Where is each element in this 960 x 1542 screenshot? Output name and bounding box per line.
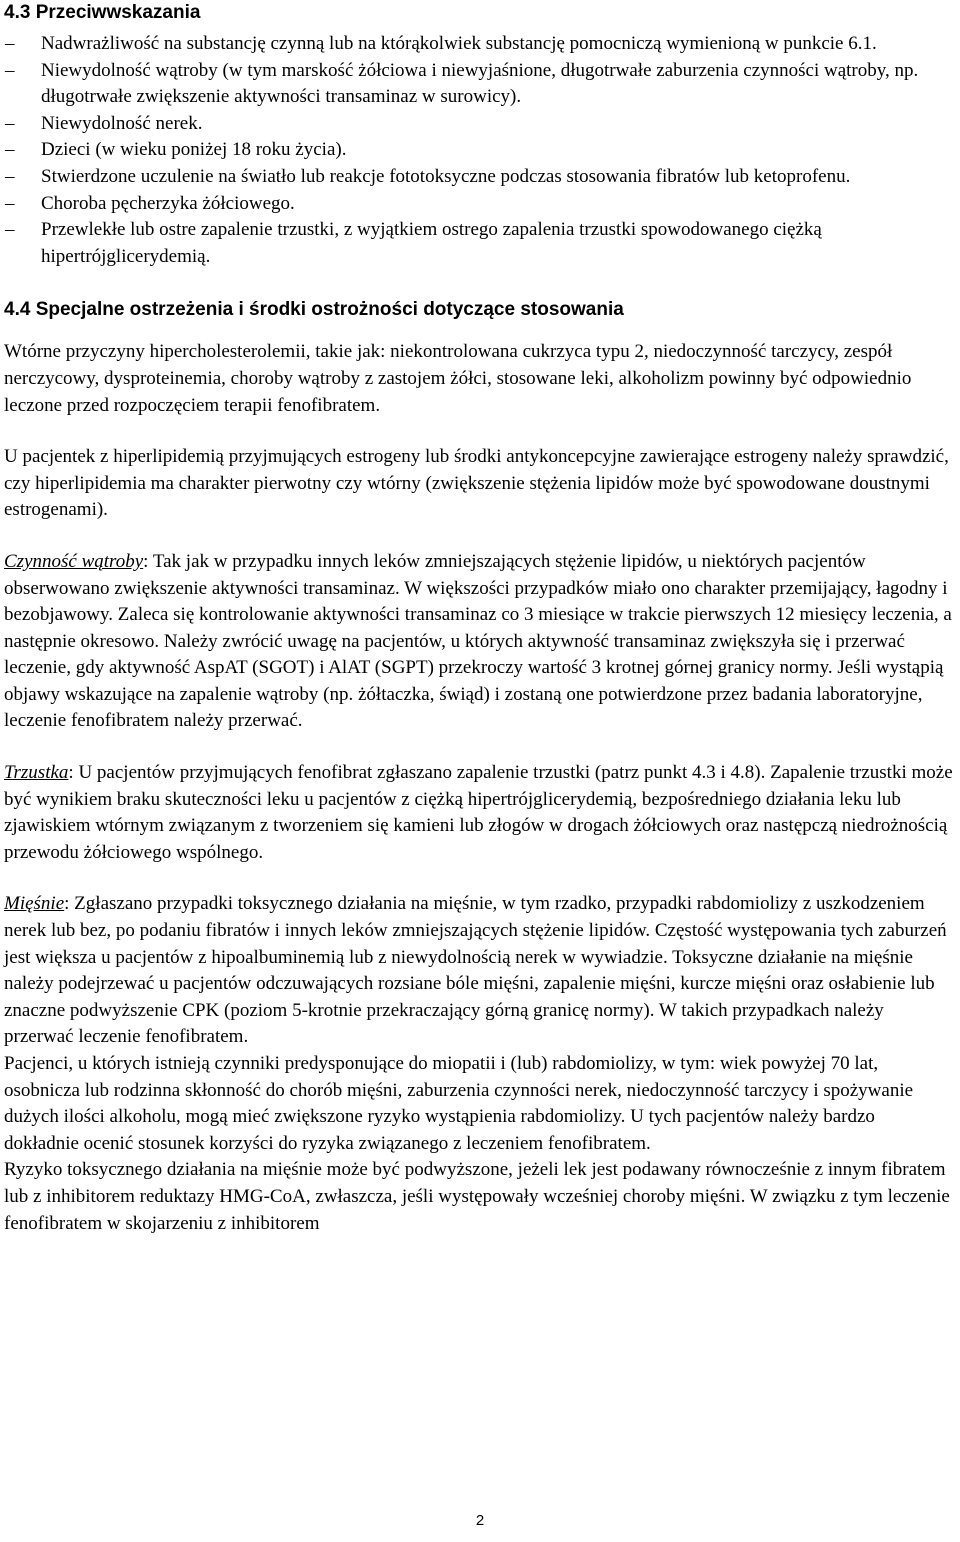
dash-bullet: – (5, 219, 15, 241)
list-item-text: Dzieci (w wieku poniżej 18 roku życia). (41, 139, 347, 161)
list-item (4, 217, 954, 270)
pancreas-label: Trzustka (4, 762, 69, 784)
liver-function-text: : Tak jak w przypadku innych leków zmniejszających stężenie lipidów, u niektórych pacjentów obserwowano zwiększenie aktywności transaminaz. W większości przypadków miało ono charakter przemijający, łagodny i bezobjawowy. Zaleca się kontrolowanie aktywności transaminaz co 3 miesiące w trakcie pierwszych 12 miesięcy leczenia, a następnie okresowo. Należy zwrócić uwagę na pacjentów, u których aktywność transaminaz zwiększyła się i przerwać leczenie, gdy aktywność AspAT (SGOT) i AlAT (SGPT) przekroczy wartość 3 krotnej górnej granicy normy. Jeśli wystąpią objawy wskazujące na zapalenie wątroby (np. żółtaczka, świąd) i zostaną one potwierdzone przez badania laboratoryjne, leczenie fenofibratem należy przerwać. (4, 550, 952, 732)
contraindications-list (4, 31, 954, 270)
warnings-body (4, 339, 954, 1237)
list-item-text: Choroba pęcherzyka żółciowego. (41, 192, 295, 214)
list-item-text: Stwierdzone uczulenie na światło lub reakcje fototoksyczne podczas stosowania fibratów lub ketoprofenu. (41, 165, 851, 187)
muscles-text: : Zgłaszano przypadki toksycznego działania na mięśnie, w tym rzadko, przypadki rabdomiolizy z uszkodzeniem nerek lub bez, po podaniu fibratów i innych leków zmniejszających stężenie lipidów. Częstość występowania tych zaburzeń jest większa u pacjentów z hipoalbuminemią lub z niewydolnością nerek w wywiadzie. Toksyczne działanie na mięśnie należy podejrzewać u pacjentów odczuwających rozsiane bóle mięśni, zapalenie mięśni, kurcze mięśni oraz osłabienie lub znaczne podwyższenie CPK (poziom 5-krotnie przekraczający górną granicę normy). W takich przypadkach należy przerwać leczenie fenofibratem. (4, 893, 947, 1048)
section-heading-warnings: 4.4 Specjalne ostrzeżenia i środki ostrożności dotyczące stosowania (4, 299, 624, 321)
dash-bullet: – (5, 192, 15, 214)
paragraph-estrogens: U pacjentek z hiperlipidemią przyjmujących estrogeny lub środki antykoncepcyjne zawierające estrogeny należy sprawdzić, czy hiperlipidemia ma charakter pierwotny czy wtórny (zwiększenie stężenia lipidów może być spowodowane doustnymi estrogenami). (4, 446, 949, 521)
list-item-text: Przewlekłe lub ostre zapalenie trzustki, z wyjątkiem ostrego zapalenia trzustki spowodowanego ciężką hipertrójglicerydemią. (41, 219, 822, 267)
list-item-text: Niewydolność nerek. (41, 112, 203, 134)
dash-bullet: – (5, 139, 15, 161)
liver-function-label: Czynność wątroby (4, 550, 144, 572)
paragraph-muscles (4, 891, 954, 1051)
list-item (4, 58, 954, 111)
dash-bullet: – (5, 33, 15, 54)
pancreas-text: : U pacjentów przyjmujących fenofibrat zgłaszano zapalenie trzustki (patrz punkt 4.3 i 4.8). Zapalenie trzustki może być wynikiem braku skuteczności leku u pacjentów z ciężką hipertrójglicerydemią, bezpośredniego działania leku lub zjawiskiem wtórnym związanym z tworzeniem się kamieni lub złogów w drogach żółciowych oraz następczą niedrożnością przewodu żółciowego wspólnego. (4, 762, 953, 863)
muscles-label: Mięśnie (4, 893, 65, 915)
section-heading-contraindications: 4.3 Przeciwwskazania (4, 2, 201, 23)
paragraph-secondary-causes: Wtórne przyczyny hipercholesterolemii, takie jak: niekontrolowana cukrzyca typu 2, niedoczynność tarczycy, zespół nerczycowy, dysproteinemia, choroby wątroby z zastojem żółci, stosowane leki, alkoholizm powinny być odpowiednio leczone przed rozpoczęciem terapii fenofibratem. (4, 341, 912, 416)
dash-bullet: – (5, 59, 15, 81)
paragraph-combination-risk: Ryzyko toksycznego działania na mięśnie może być podwyższone, jeżeli lek jest podawany równocześnie z innym fibratem lub z inhibitorem reduktazy HMG-CoA, zwłaszcza, jeśli występowały wcześniej choroby mięśni. W związku z tym leczenie fenofibratem w skojarzeniu z inhibitorem (4, 1159, 950, 1234)
page-number: 2 (475, 1512, 485, 1529)
list-item (4, 191, 954, 218)
paragraph-liver-function (4, 549, 954, 735)
dash-bullet: – (5, 112, 15, 134)
list-item-text: Nadwrażliwość na substancję czynną lub na którąkolwiek substancję pomocniczą wymienioną w punkcie 6.1. (41, 33, 877, 54)
list-item-text: Niewydolność wątroby (w tym marskość żółciowa i niewyjaśnione, długotrwałe zaburzenia czynności wątroby, np. długotrwałe zwiększenie aktywności transaminaz w surowicy). (41, 59, 919, 108)
list-item (4, 111, 954, 138)
document-page (4, 0, 954, 1237)
paragraph-risk-factors: Pacjenci, u których istnieją czynniki predysponujące do miopatii i (lub) rabdomiolizy, w tym: wiek powyżej 70 lat, osobnicza lub rodzinna skłonność do chorób mięśni, zaburzenia czynności nerek, niedoczynność tarczycy i spożywanie dużych ilości alkoholu, mogą mieć zwiększone ryzyko wystąpienia rabdomiolizy. U tych pacjentów należy bardzo dokładnie ocenić stosunek korzyści do ryzyka związanego z leczeniem fenofibratem. (4, 1053, 914, 1154)
paragraph-pancreas (4, 760, 954, 866)
list-item (4, 164, 954, 191)
list-item (4, 31, 954, 58)
list-item (4, 137, 954, 164)
dash-bullet: – (5, 165, 15, 187)
